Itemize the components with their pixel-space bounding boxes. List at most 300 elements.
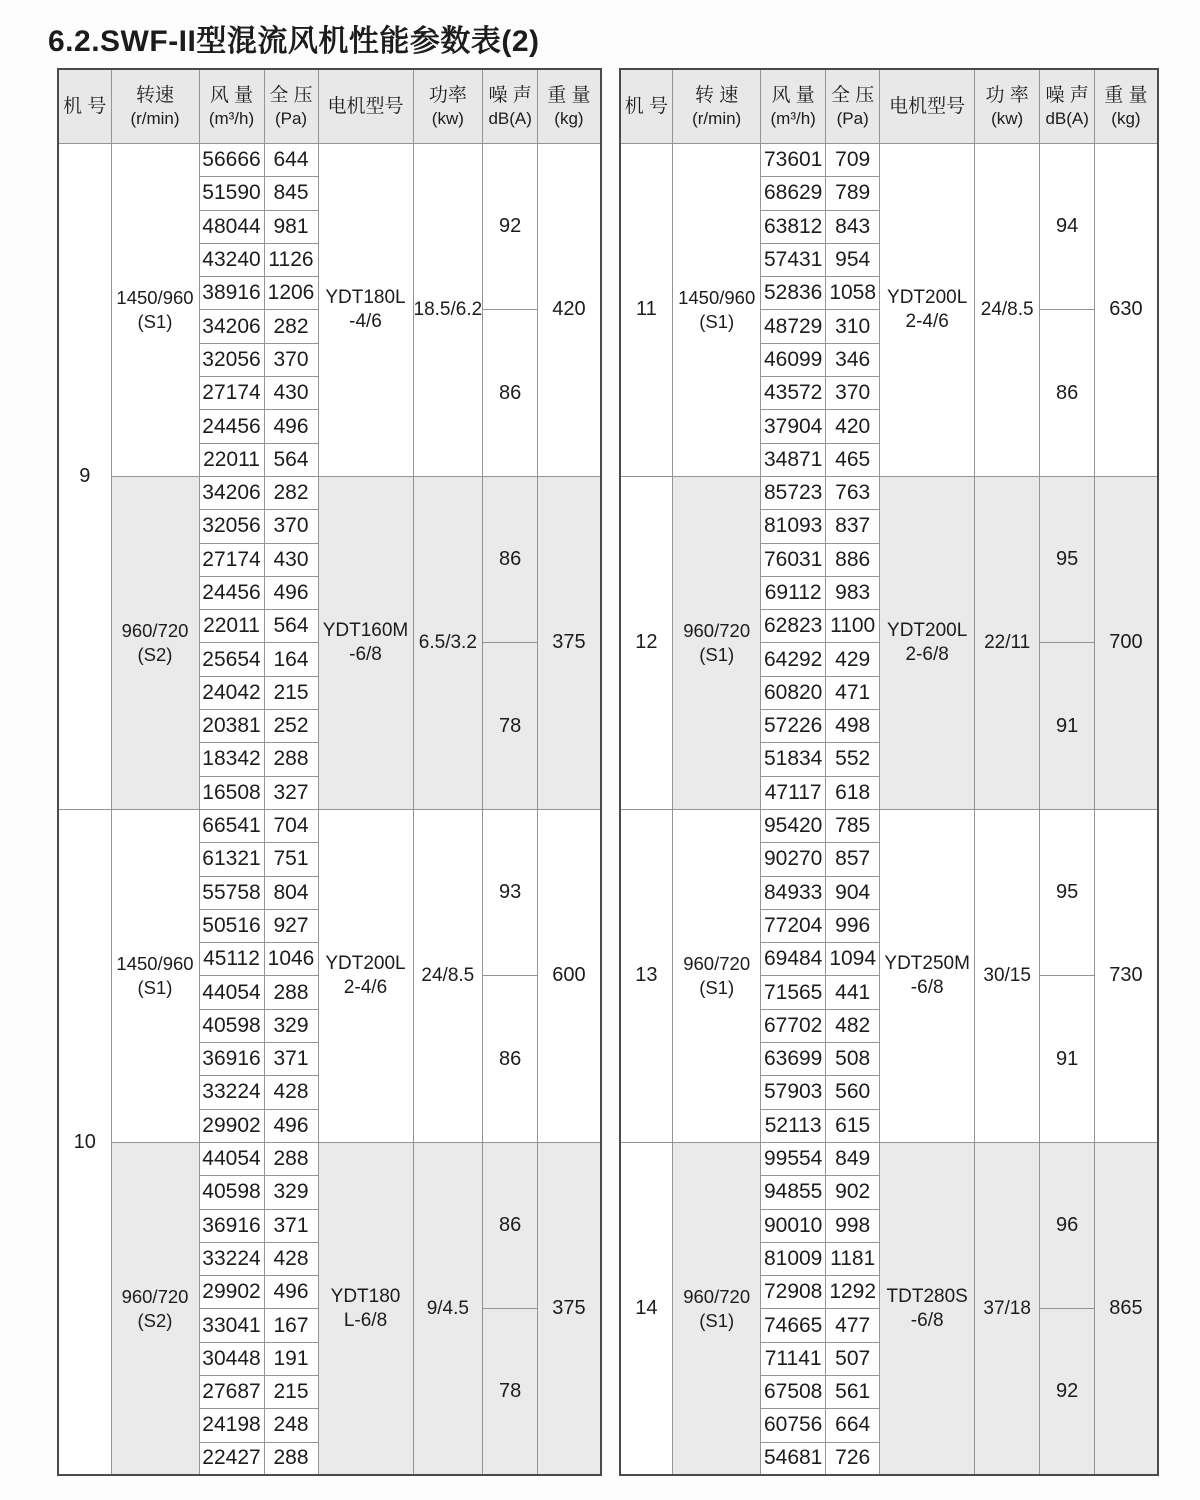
speed-note: (S2) bbox=[137, 1309, 173, 1331]
flow-cell: 24456 bbox=[199, 410, 264, 443]
speed-cell bbox=[111, 144, 199, 477]
power-cell: 18.5/6.2 bbox=[413, 144, 483, 477]
motor-model-line1: TDT280S bbox=[886, 1285, 968, 1307]
pressure-cell: 564 bbox=[264, 443, 318, 476]
flow-cell: 34871 bbox=[761, 443, 826, 476]
pressure-cell: 310 bbox=[826, 310, 880, 343]
flow-cell: 72908 bbox=[761, 1276, 826, 1309]
speed-value: 1450/960 bbox=[116, 286, 194, 308]
flow-cell: 36916 bbox=[199, 1043, 264, 1076]
speed-value: 960/720 bbox=[683, 952, 751, 974]
flow-cell: 40598 bbox=[199, 1176, 264, 1209]
flow-cell: 32056 bbox=[199, 510, 264, 543]
pressure-cell: 996 bbox=[826, 909, 880, 942]
pressure-cell: 329 bbox=[264, 1009, 318, 1042]
power-cell: 9/4.5 bbox=[413, 1142, 483, 1475]
motor-model-line1: YDT200L bbox=[887, 620, 968, 642]
pressure-cell: 664 bbox=[826, 1409, 880, 1442]
speed-cell bbox=[673, 809, 761, 1142]
flow-cell: 71565 bbox=[761, 976, 826, 1009]
flow-cell: 60756 bbox=[761, 1409, 826, 1442]
pressure-cell: 751 bbox=[264, 843, 318, 876]
flow-cell: 85723 bbox=[761, 476, 826, 509]
fan-table-right bbox=[619, 68, 1159, 1476]
speed-cell bbox=[673, 476, 761, 809]
fan-parameter-table bbox=[57, 68, 602, 1476]
header-label: 噪 声 bbox=[1045, 85, 1089, 106]
weight-cell: 600 bbox=[538, 809, 601, 1142]
pressure-cell: 1206 bbox=[264, 277, 318, 310]
weight-cell: 420 bbox=[538, 144, 601, 477]
pressure-cell: 886 bbox=[826, 543, 880, 576]
speed-note: (S2) bbox=[137, 643, 173, 665]
header-unit: (Pa) bbox=[274, 108, 308, 128]
column-header bbox=[58, 69, 111, 144]
flow-cell: 73601 bbox=[761, 144, 826, 177]
flow-cell: 29902 bbox=[199, 1276, 264, 1309]
flow-cell: 37904 bbox=[761, 410, 826, 443]
flow-cell: 67702 bbox=[761, 1009, 826, 1042]
flow-cell: 44054 bbox=[199, 976, 264, 1009]
pressure-cell: 1292 bbox=[826, 1276, 880, 1309]
motor-model-line1: YDT250M bbox=[884, 953, 970, 975]
header-label: 电机型号 bbox=[327, 95, 404, 117]
flow-cell: 29902 bbox=[199, 1109, 264, 1142]
flow-cell: 57903 bbox=[761, 1076, 826, 1109]
flow-cell: 61321 bbox=[199, 843, 264, 876]
flow-cell: 27174 bbox=[199, 543, 264, 576]
pressure-cell: 552 bbox=[826, 743, 880, 776]
motor-model-line2: L-6/8 bbox=[343, 1309, 388, 1331]
flow-cell: 24042 bbox=[199, 676, 264, 709]
noise-cell-bottom: 86 bbox=[1040, 310, 1095, 476]
motor-model-line2: -6/8 bbox=[910, 976, 944, 998]
flow-cell: 16508 bbox=[199, 776, 264, 809]
flow-cell: 22427 bbox=[199, 1442, 264, 1475]
motor-model-line1: YDT180 bbox=[330, 1285, 401, 1307]
column-header bbox=[199, 69, 264, 144]
noise-cell-bottom: 78 bbox=[483, 643, 538, 809]
table-row bbox=[58, 809, 601, 842]
power-cell: 24/8.5 bbox=[975, 144, 1040, 477]
noise-cell-bottom: 86 bbox=[483, 310, 538, 476]
header-unit: (kg) bbox=[1111, 108, 1141, 128]
weight-cell: 375 bbox=[538, 1142, 601, 1475]
speed-cell bbox=[673, 1142, 761, 1475]
flow-cell: 77204 bbox=[761, 909, 826, 942]
flow-cell: 69112 bbox=[761, 576, 826, 609]
motor-model-cell bbox=[318, 809, 413, 1142]
column-header bbox=[620, 69, 673, 144]
pressure-cell: 288 bbox=[264, 1442, 318, 1475]
pressure-cell: 927 bbox=[264, 909, 318, 942]
flow-cell: 51590 bbox=[199, 177, 264, 210]
machine-no-cell: 11 bbox=[620, 144, 673, 477]
column-header bbox=[483, 69, 538, 144]
motor-model-cell bbox=[880, 144, 975, 477]
pressure-cell: 465 bbox=[826, 443, 880, 476]
column-header bbox=[111, 69, 199, 144]
pressure-cell: 429 bbox=[826, 643, 880, 676]
pressure-cell: 1094 bbox=[826, 943, 880, 976]
pressure-cell: 420 bbox=[826, 410, 880, 443]
column-header bbox=[413, 69, 483, 144]
header-unit: dB(A) bbox=[1045, 108, 1089, 128]
table-row bbox=[58, 1142, 601, 1175]
pressure-cell: 560 bbox=[826, 1076, 880, 1109]
column-header bbox=[975, 69, 1040, 144]
noise-cell-bottom: 86 bbox=[483, 976, 538, 1142]
motor-model-cell bbox=[318, 144, 413, 477]
flow-cell: 90270 bbox=[761, 843, 826, 876]
speed-value: 1450/960 bbox=[678, 286, 756, 308]
flow-cell: 94855 bbox=[761, 1176, 826, 1209]
pressure-cell: 1046 bbox=[264, 943, 318, 976]
speed-value: 1450/960 bbox=[116, 952, 194, 974]
column-header bbox=[1040, 69, 1095, 144]
pressure-cell: 496 bbox=[264, 1276, 318, 1309]
motor-model-line2: 2-6/8 bbox=[905, 643, 949, 665]
pressure-cell: 371 bbox=[264, 1043, 318, 1076]
power-cell: 30/15 bbox=[975, 809, 1040, 1142]
header-label: 机 号 bbox=[63, 95, 107, 117]
pressure-cell: 561 bbox=[826, 1375, 880, 1408]
weight-cell: 730 bbox=[1095, 809, 1158, 1142]
header-label: 全 压 bbox=[269, 85, 313, 106]
pressure-cell: 845 bbox=[264, 177, 318, 210]
flow-cell: 68629 bbox=[761, 177, 826, 210]
table-header bbox=[58, 69, 601, 144]
pressure-cell: 1181 bbox=[826, 1242, 880, 1275]
table-body bbox=[620, 144, 1158, 1476]
flow-cell: 40598 bbox=[199, 1009, 264, 1042]
table-header bbox=[620, 69, 1158, 144]
flow-cell: 69484 bbox=[761, 943, 826, 976]
power-cell: 37/18 bbox=[975, 1142, 1040, 1475]
pressure-cell: 428 bbox=[264, 1242, 318, 1275]
header-label: 功 率 bbox=[985, 85, 1029, 106]
speed-value: 960/720 bbox=[683, 619, 751, 641]
pressure-cell: 329 bbox=[264, 1176, 318, 1209]
flow-cell: 84933 bbox=[761, 876, 826, 909]
speed-note: (S1) bbox=[699, 1309, 735, 1331]
header-label: 风 量 bbox=[771, 85, 815, 106]
flow-cell: 74665 bbox=[761, 1309, 826, 1342]
pressure-cell: 288 bbox=[264, 1142, 318, 1175]
table-row bbox=[58, 144, 601, 177]
flow-cell: 52836 bbox=[761, 277, 826, 310]
flow-cell: 64292 bbox=[761, 643, 826, 676]
motor-model-cell bbox=[318, 1142, 413, 1475]
fan-table-left bbox=[57, 68, 602, 1476]
pressure-cell: 843 bbox=[826, 210, 880, 243]
pressure-cell: 471 bbox=[826, 676, 880, 709]
pressure-cell: 370 bbox=[264, 510, 318, 543]
column-header bbox=[826, 69, 880, 144]
column-header bbox=[538, 69, 601, 144]
header-label: 电机型号 bbox=[889, 95, 966, 117]
noise-cell-bottom: 91 bbox=[1040, 643, 1095, 809]
pressure-cell: 496 bbox=[264, 410, 318, 443]
flow-cell: 67508 bbox=[761, 1375, 826, 1408]
pressure-cell: 498 bbox=[826, 710, 880, 743]
header-unit: (m³/h) bbox=[208, 108, 255, 128]
machine-no-cell: 10 bbox=[58, 809, 111, 1475]
table-row bbox=[620, 144, 1158, 177]
noise-cell-top: 95 bbox=[1040, 809, 1095, 975]
pressure-cell: 252 bbox=[264, 710, 318, 743]
flow-cell: 33224 bbox=[199, 1076, 264, 1109]
noise-cell-bottom: 91 bbox=[1040, 976, 1095, 1142]
weight-cell: 700 bbox=[1095, 476, 1158, 809]
header-label: 重 量 bbox=[1104, 85, 1148, 106]
pressure-cell: 477 bbox=[826, 1309, 880, 1342]
flow-cell: 43572 bbox=[761, 377, 826, 410]
pressure-cell: 615 bbox=[826, 1109, 880, 1142]
machine-no-cell: 9 bbox=[58, 144, 111, 810]
motor-model-cell bbox=[880, 476, 975, 809]
machine-no-cell: 13 bbox=[620, 809, 673, 1142]
motor-model-line2: 2-4/6 bbox=[905, 310, 949, 332]
header-unit: (kg) bbox=[554, 108, 584, 128]
noise-cell-top: 86 bbox=[483, 1142, 538, 1308]
flow-cell: 44054 bbox=[199, 1142, 264, 1175]
column-header bbox=[264, 69, 318, 144]
motor-model-line1: YDT200L bbox=[325, 953, 406, 975]
weight-cell: 630 bbox=[1095, 144, 1158, 477]
flow-cell: 36916 bbox=[199, 1209, 264, 1242]
pressure-cell: 837 bbox=[826, 510, 880, 543]
flow-cell: 76031 bbox=[761, 543, 826, 576]
page-title: 6.2.SWF-II型混流风机性能参数表(2) bbox=[48, 25, 540, 58]
flow-cell: 48729 bbox=[761, 310, 826, 343]
flow-cell: 95420 bbox=[761, 809, 826, 842]
weight-cell: 375 bbox=[538, 476, 601, 809]
column-header bbox=[880, 69, 975, 144]
noise-cell-bottom: 92 bbox=[1040, 1309, 1095, 1475]
flow-cell: 38916 bbox=[199, 277, 264, 310]
machine-no-cell: 12 bbox=[620, 476, 673, 809]
flow-cell: 25654 bbox=[199, 643, 264, 676]
column-header bbox=[318, 69, 413, 144]
column-header bbox=[673, 69, 761, 144]
speed-value: 960/720 bbox=[683, 1285, 751, 1307]
pressure-cell: 564 bbox=[264, 610, 318, 643]
pressure-cell: 496 bbox=[264, 1109, 318, 1142]
pressure-cell: 346 bbox=[826, 343, 880, 376]
flow-cell: 81093 bbox=[761, 510, 826, 543]
pressure-cell: 215 bbox=[264, 676, 318, 709]
pressure-cell: 508 bbox=[826, 1043, 880, 1076]
speed-cell bbox=[111, 1142, 199, 1475]
power-cell: 22/11 bbox=[975, 476, 1040, 809]
pressure-cell: 785 bbox=[826, 809, 880, 842]
flow-cell: 22011 bbox=[199, 610, 264, 643]
weight-cell: 865 bbox=[1095, 1142, 1158, 1475]
pressure-cell: 1058 bbox=[826, 277, 880, 310]
speed-note: (S1) bbox=[137, 976, 173, 998]
pressure-cell: 430 bbox=[264, 377, 318, 410]
pressure-cell: 496 bbox=[264, 576, 318, 609]
pressure-cell: 327 bbox=[264, 776, 318, 809]
flow-cell: 48044 bbox=[199, 210, 264, 243]
flow-cell: 34206 bbox=[199, 476, 264, 509]
pressure-cell: 164 bbox=[264, 643, 318, 676]
pressure-cell: 288 bbox=[264, 976, 318, 1009]
header-label: 噪 声 bbox=[488, 85, 532, 106]
pressure-cell: 704 bbox=[264, 809, 318, 842]
pressure-cell: 370 bbox=[264, 343, 318, 376]
flow-cell: 55758 bbox=[199, 876, 264, 909]
motor-model-line1: YDT200L bbox=[887, 287, 968, 309]
pressure-cell: 998 bbox=[826, 1209, 880, 1242]
pressure-cell: 904 bbox=[826, 876, 880, 909]
pressure-cell: 282 bbox=[264, 310, 318, 343]
power-cell: 24/8.5 bbox=[413, 809, 483, 1142]
pressure-cell: 282 bbox=[264, 476, 318, 509]
motor-model-line2: -4/6 bbox=[349, 310, 382, 332]
speed-cell bbox=[111, 809, 199, 1142]
table-body bbox=[58, 144, 601, 1476]
pressure-cell: 618 bbox=[826, 776, 880, 809]
pressure-cell: 983 bbox=[826, 576, 880, 609]
speed-value: 960/720 bbox=[121, 1285, 189, 1307]
pressure-cell: 167 bbox=[264, 1309, 318, 1342]
motor-model-line2: -6/8 bbox=[910, 1309, 944, 1331]
header-unit: (kw) bbox=[991, 108, 1024, 128]
pressure-cell: 371 bbox=[264, 1209, 318, 1242]
noise-cell-top: 94 bbox=[1040, 144, 1095, 310]
flow-cell: 33224 bbox=[199, 1242, 264, 1275]
motor-model-line2: -6/8 bbox=[349, 643, 382, 665]
header-label: 风 量 bbox=[209, 85, 254, 106]
flow-cell: 51834 bbox=[761, 743, 826, 776]
pressure-cell: 428 bbox=[264, 1076, 318, 1109]
flow-cell: 63812 bbox=[761, 210, 826, 243]
machine-no-cell: 14 bbox=[620, 1142, 673, 1475]
pressure-cell: 954 bbox=[826, 243, 880, 276]
flow-cell: 81009 bbox=[761, 1242, 826, 1275]
pressure-cell: 644 bbox=[264, 144, 318, 177]
noise-cell-bottom: 78 bbox=[483, 1309, 538, 1475]
table-row bbox=[620, 809, 1158, 842]
pressure-cell: 191 bbox=[264, 1342, 318, 1375]
flow-cell: 30448 bbox=[199, 1342, 264, 1375]
flow-cell: 47117 bbox=[761, 776, 826, 809]
flow-cell: 20381 bbox=[199, 710, 264, 743]
flow-cell: 52113 bbox=[761, 1109, 826, 1142]
flow-cell: 63699 bbox=[761, 1043, 826, 1076]
pressure-cell: 849 bbox=[826, 1142, 880, 1175]
speed-note: (S1) bbox=[699, 643, 735, 665]
pressure-cell: 441 bbox=[826, 976, 880, 1009]
flow-cell: 66541 bbox=[199, 809, 264, 842]
header-label: 转 速 bbox=[695, 85, 739, 106]
noise-cell-top: 86 bbox=[483, 476, 538, 642]
header-label: 功率 bbox=[428, 85, 467, 106]
speed-cell bbox=[673, 144, 761, 477]
speed-value: 960/720 bbox=[121, 619, 189, 641]
header-label: 机 号 bbox=[624, 95, 669, 117]
pressure-cell: 215 bbox=[264, 1375, 318, 1408]
pressure-cell: 1126 bbox=[264, 243, 318, 276]
table-row bbox=[58, 476, 601, 509]
table-row bbox=[620, 1142, 1158, 1175]
header-unit: (r/min) bbox=[692, 108, 742, 128]
flow-cell: 99554 bbox=[761, 1142, 826, 1175]
column-header bbox=[761, 69, 826, 144]
flow-cell: 33041 bbox=[199, 1309, 264, 1342]
column-header bbox=[1095, 69, 1158, 144]
pressure-cell: 482 bbox=[826, 1009, 880, 1042]
header-unit: (kw) bbox=[431, 108, 464, 128]
flow-cell: 62823 bbox=[761, 610, 826, 643]
flow-cell: 56666 bbox=[199, 144, 264, 177]
pressure-cell: 288 bbox=[264, 743, 318, 776]
pressure-cell: 1100 bbox=[826, 610, 880, 643]
tables-container bbox=[57, 68, 1159, 1476]
pressure-cell: 763 bbox=[826, 476, 880, 509]
flow-cell: 46099 bbox=[761, 343, 826, 376]
motor-model-cell bbox=[880, 809, 975, 1142]
flow-cell: 71141 bbox=[761, 1342, 826, 1375]
header-label: 重 量 bbox=[547, 85, 591, 106]
power-cell: 6.5/3.2 bbox=[413, 476, 483, 809]
pressure-cell: 430 bbox=[264, 543, 318, 576]
flow-cell: 27174 bbox=[199, 377, 264, 410]
noise-cell-top: 95 bbox=[1040, 476, 1095, 642]
pressure-cell: 902 bbox=[826, 1176, 880, 1209]
pressure-cell: 507 bbox=[826, 1342, 880, 1375]
flow-cell: 18342 bbox=[199, 743, 264, 776]
flow-cell: 54681 bbox=[761, 1442, 826, 1475]
speed-cell bbox=[111, 476, 199, 809]
flow-cell: 90010 bbox=[761, 1209, 826, 1242]
speed-note: (S1) bbox=[137, 310, 173, 332]
pressure-cell: 804 bbox=[264, 876, 318, 909]
motor-model-line1: YDT180L bbox=[325, 287, 406, 309]
flow-cell: 22011 bbox=[199, 443, 264, 476]
flow-cell: 32056 bbox=[199, 343, 264, 376]
speed-note: (S1) bbox=[699, 310, 735, 332]
motor-model-cell bbox=[880, 1142, 975, 1475]
header-unit: (r/min) bbox=[130, 108, 180, 128]
header-label: 全 压 bbox=[831, 85, 875, 106]
motor-model-line1: YDT160M bbox=[322, 620, 409, 642]
flow-cell: 24198 bbox=[199, 1409, 264, 1442]
flow-cell: 43240 bbox=[199, 243, 264, 276]
pressure-cell: 726 bbox=[826, 1442, 880, 1475]
speed-note: (S1) bbox=[699, 976, 735, 998]
header-row bbox=[620, 69, 1158, 144]
noise-cell-top: 92 bbox=[483, 144, 538, 310]
fan-parameter-table bbox=[619, 68, 1159, 1476]
flow-cell: 50516 bbox=[199, 909, 264, 942]
pressure-cell: 857 bbox=[826, 843, 880, 876]
flow-cell: 24456 bbox=[199, 576, 264, 609]
pressure-cell: 370 bbox=[826, 377, 880, 410]
header-unit: dB(A) bbox=[488, 108, 532, 128]
table-row bbox=[620, 476, 1158, 509]
motor-model-line2: 2-4/6 bbox=[343, 976, 388, 998]
header-label: 转速 bbox=[135, 85, 174, 106]
flow-cell: 57226 bbox=[761, 710, 826, 743]
pressure-cell: 981 bbox=[264, 210, 318, 243]
flow-cell: 45112 bbox=[199, 943, 264, 976]
flow-cell: 60820 bbox=[761, 676, 826, 709]
flow-cell: 27687 bbox=[199, 1375, 264, 1408]
pressure-cell: 709 bbox=[826, 144, 880, 177]
